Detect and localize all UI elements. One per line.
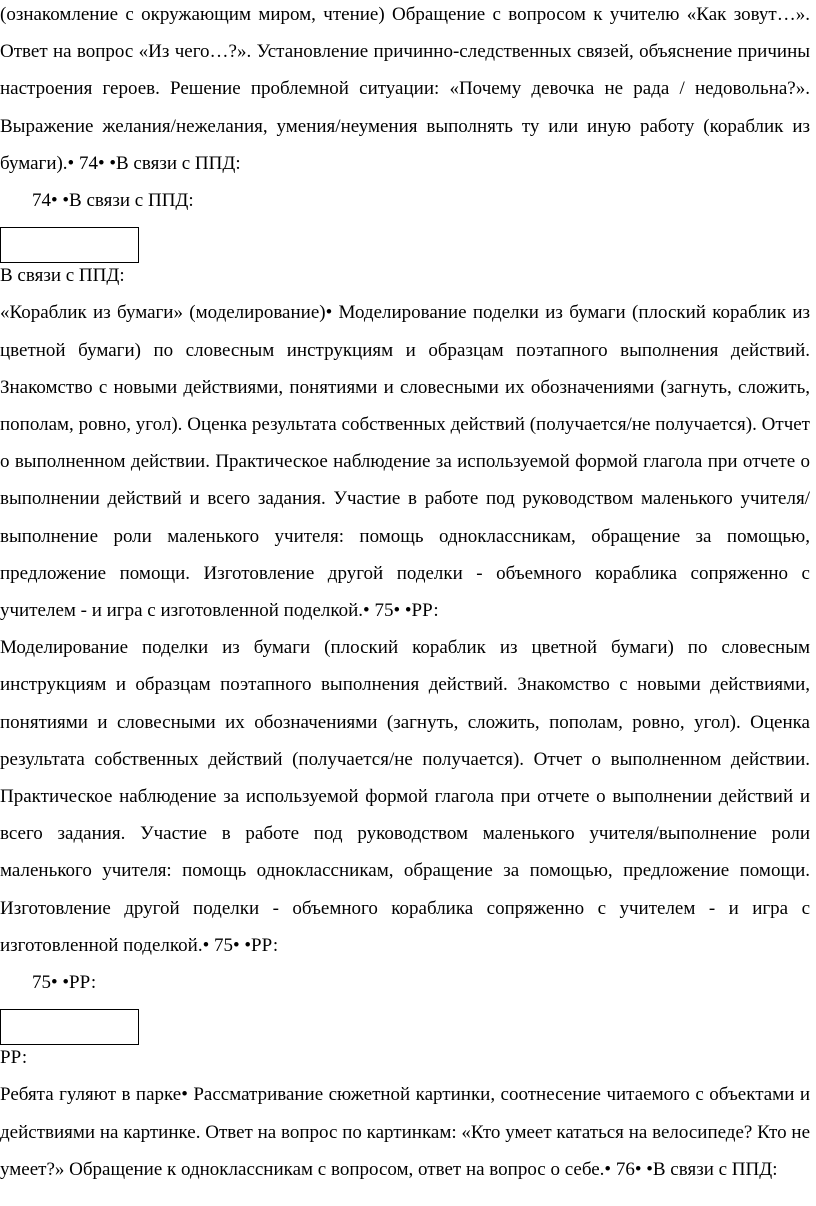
paragraph-marker-75: 75• •РР: — [32, 972, 97, 994]
paragraph-paper-boat: «Кораблик из бумаги» (моделирование)• Моделирование поделки из бумаги (плоский кораблик из цветной бумаги) по словесным инструкциям и образцам поэтапного выполнения действий. Знакомство с новыми действиями, понятиями и словесными их обозначениями (загнуть, сложить, пополам, ровно, угол). Оценка результата собственных действий (получается/не получается). Отчет о выполненном действии. Практическое наблюдение за используемой формой глагола при отчете о выполнении действий и всего задания. Участие в работе под руководством маленького учителя/выполнение роли маленького учителя: помощь одноклассникам, обращение за помощью, предложение помощи. Изготовление другой поделки - объемного кораблика сопряженно с учителем - и игра с изготовленной поделкой.• 75• •РР: — [0, 302, 810, 622]
paragraph-marker-74: 74• •В связи с ППД: — [32, 190, 194, 212]
paragraph-reading-topic: (ознакомление с окружающим миром, чтение) Обращение с вопросом к учителю «Как зовут…». Ответ на вопрос «Из чего…?». Установление причинно-следственных связей, объяснение причины настроения героев. Решение проблемной ситуации: «Почему девочка не рада / недовольна?». Выражение желания/нежелания, умения/неумения выполнять ту или иную работу (кораблик из бумаги).• 74• •В связи с ППД: — [0, 4, 810, 174]
paragraph-modeling: Моделирование поделки из бумаги (плоский кораблик из цветной бумаги) по словесным инструкциям и образцам поэтапного выполнения действий. Знакомство с новыми действиями, понятиями и словесными их обозначениями (загнуть, сложить, пополам, ровно, угол). Оценка результата собственных действий (получается/не получается). Отчет о выполненном действии. Практическое наблюдение за используемой формой глагола при отчете о выполнении действий и всего задания. Участие в работе под руководством маленького учителя/выполнение роли маленького учителя: помощь одноклассникам, обращение за помощью, предложение помощи. Изготовление другой поделки - объемного кораблика сопряженно с учителем - и игра с изготовленной поделкой.• 75• •РР: — [0, 637, 810, 956]
paragraph-ppd-heading: В связи с ППД: — [0, 265, 125, 287]
paragraph-rr-heading: РР: — [0, 1047, 28, 1069]
paragraph-park: Ребята гуляют в парке• Рассматривание сюжетной картинки, соотнесение читаемого с объектами и действиями на картинке. Ответ на вопрос по картинкам: «Кто умеет кататься на велосипеде? Кто не умеет?» Обращение к одноклассникам с вопросом, ответ на вопрос о себе.• 76• •В связи с ППД: — [0, 1084, 810, 1180]
